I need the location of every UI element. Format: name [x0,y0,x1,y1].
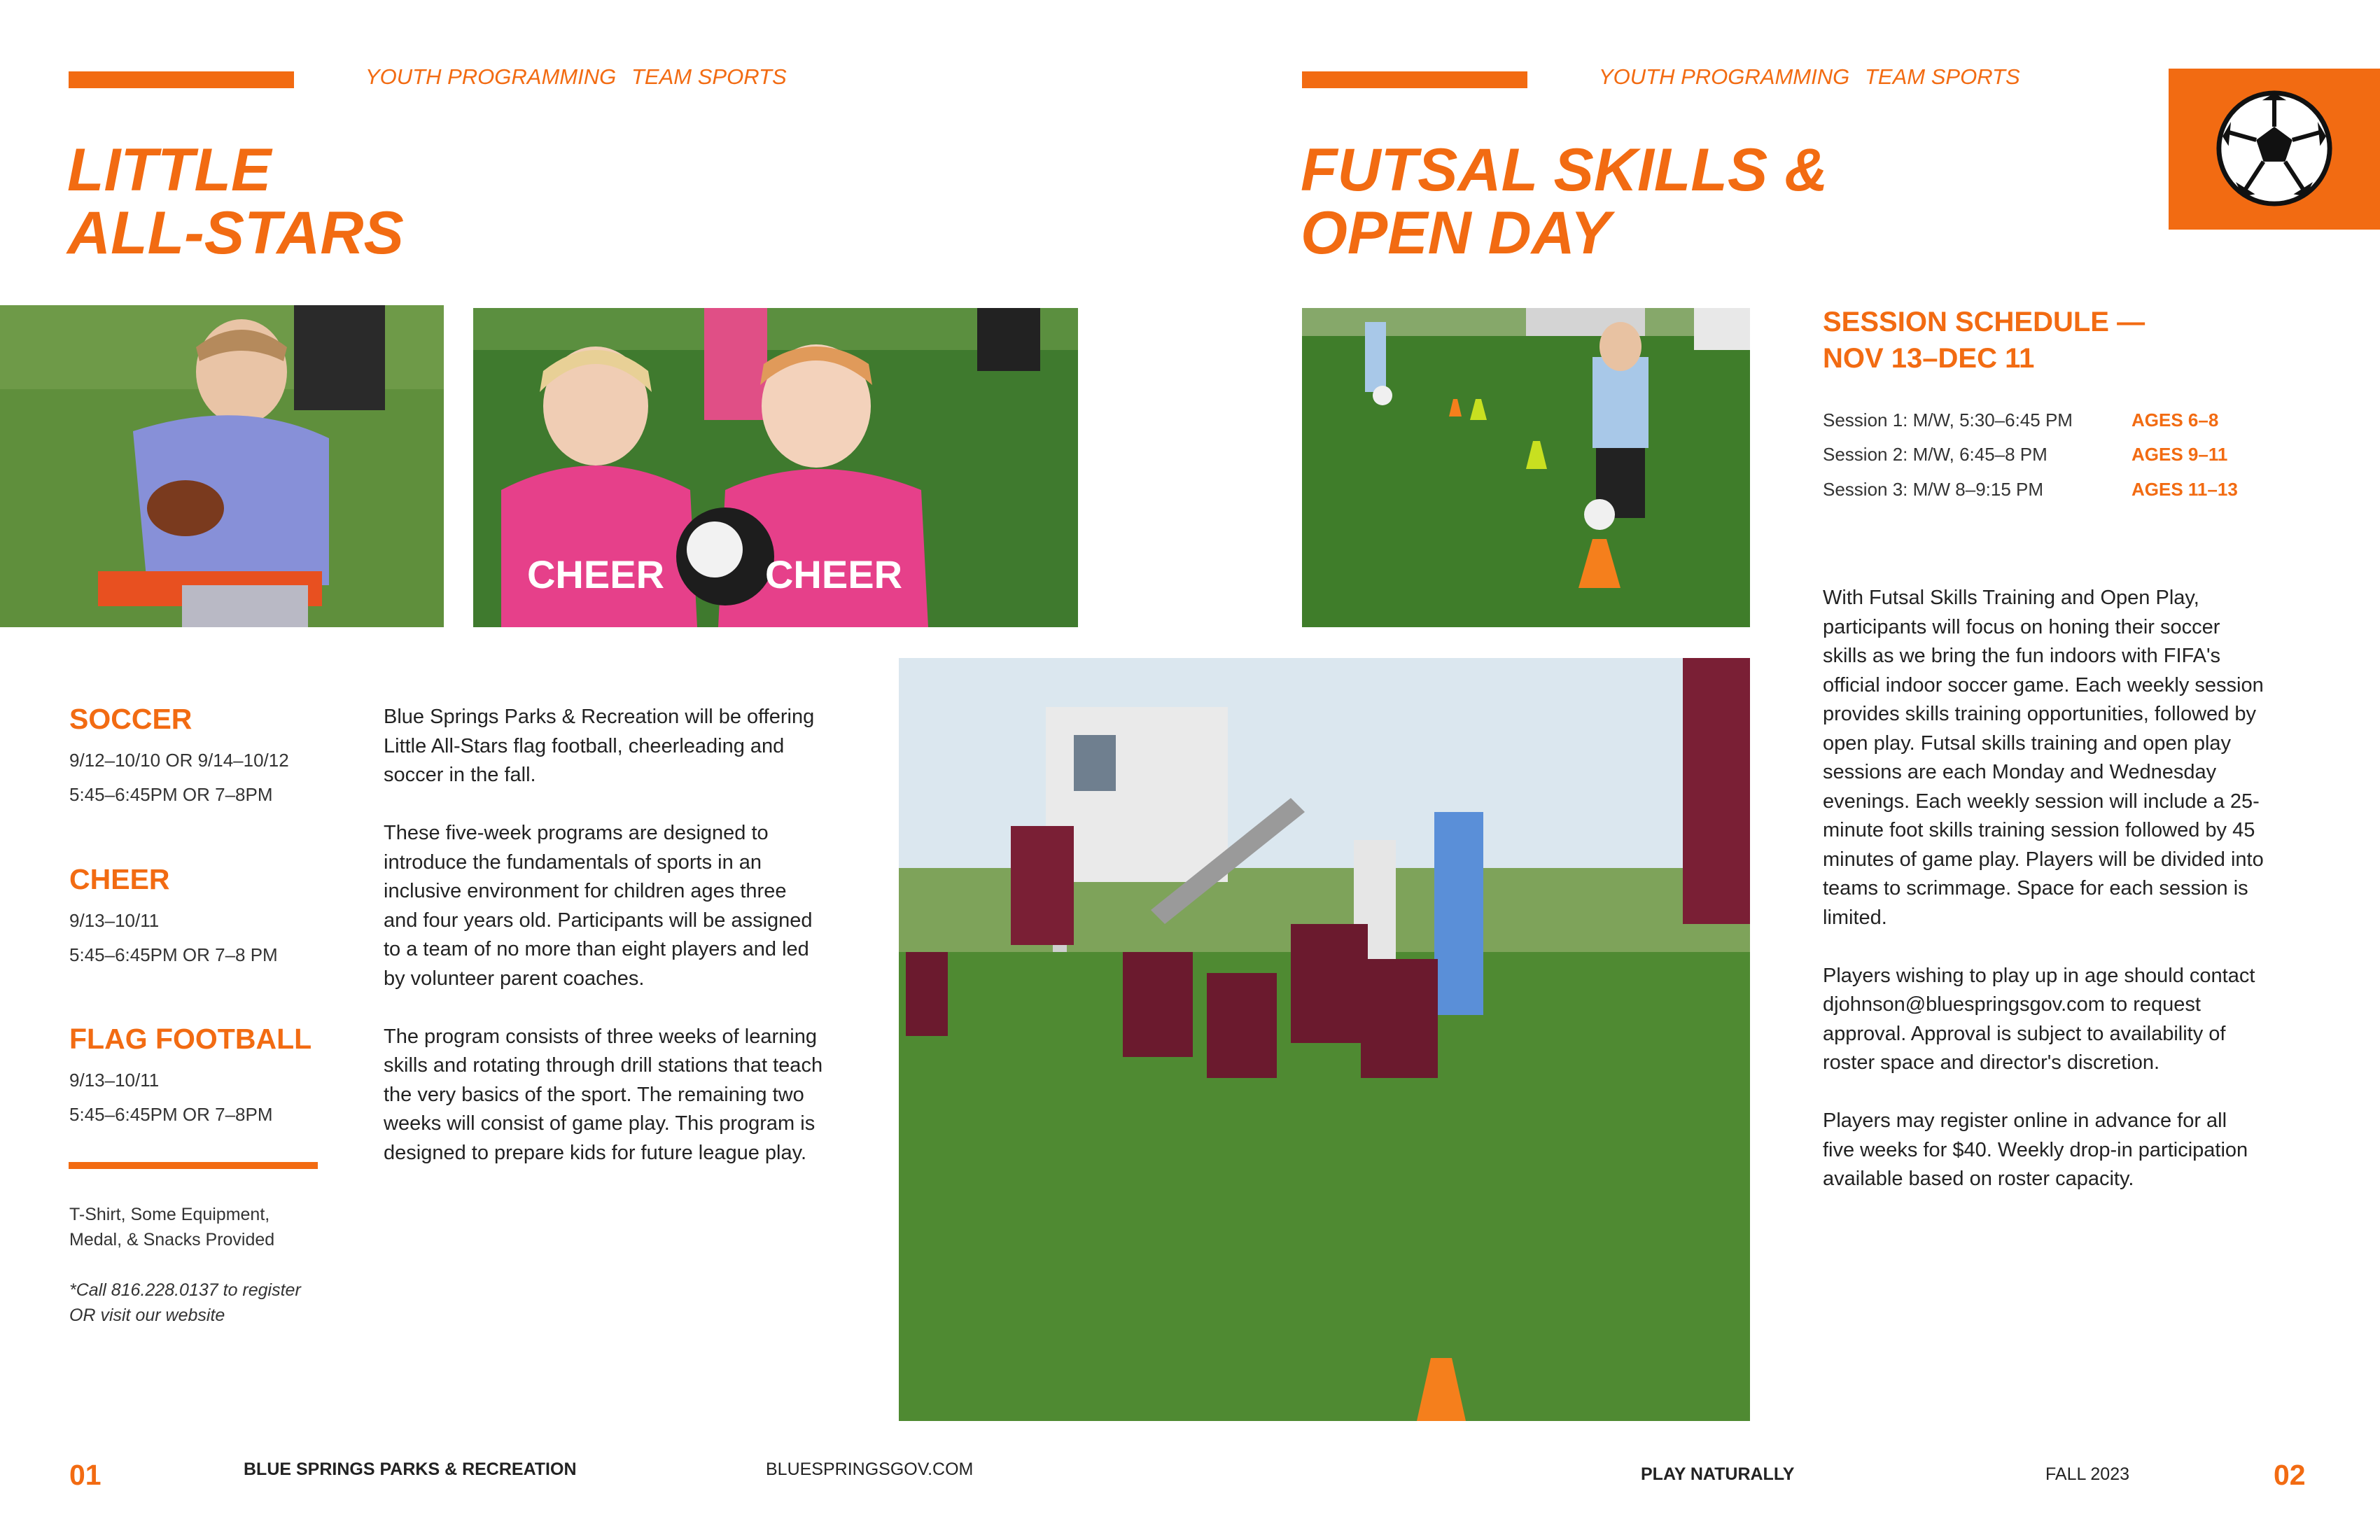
flag-football-times: 5:45–6:45PM OR 7–8PM [69,1104,273,1125]
soccer-icon-box [2169,69,2380,230]
soccer-ball-icon [2214,88,2334,209]
sidebar-divider [69,1162,318,1169]
photo-flag-football-boy [0,305,444,627]
session-1-label: Session 1: M/W, 5:30–6:45 PM [1823,410,2073,430]
sport-heading-soccer: SOCCER [69,703,192,735]
svg-text:CHEER: CHEER [526,552,665,596]
title-line-2: OPEN DAY [1301,200,1611,267]
soccer-times: 5:45–6:45PM OR 7–8PM [69,784,273,805]
cheer-dates: 9/13–10/11 [69,910,160,931]
footer-website: BLUESPRINGSGOV.COM [766,1460,974,1479]
footer-org-name: BLUE SPRINGS PARKS & RECREATION [244,1460,577,1479]
kicker-youth-programming-left: YOUTH PROGRAMMING [365,64,617,89]
futsal-paragraph-2: Players wishing to play up in age should contact djohnson@bluespringsgov.com to request approval. Approval is subject to availability of roster space and director's discretion. [1823,964,2255,1074]
photo-futsal-drill [1302,308,1750,627]
provided-line-2: Medal, & Snacks Provided [69,1230,275,1250]
header-rule-right [1302,71,1527,88]
kicker-team-sports-right: TEAM SPORTS [1865,64,2020,89]
cheer-times: 5:45–6:45PM OR 7–8 PM [69,944,278,965]
page-number-right: 02 [2274,1459,2306,1491]
kicker-youth-programming-right: YOUTH PROGRAMMING [1599,64,1850,89]
register-line-2: OR visit our website [69,1306,225,1325]
footer-season: FALL 2023 [2045,1464,2130,1484]
session-2-label: Session 2: M/W, 6:45–8 PM [1823,444,2047,465]
schedule-title-line-2: NOV 13–DEC 11 [1823,343,2035,374]
page-number-left: 01 [69,1459,102,1491]
title-line-2: ALL-STARS [67,200,404,267]
description-paragraph-2: These five-week programs are designed to introduce the fundamentals of sports in an inclusive environment for children ages three and four years old. Participants will be assigned to a team of no more than eight players and led by volunteer parent coaches. [384,822,813,990]
session-2-ages: AGES 9–11 [2132,444,2228,465]
provided-line-1: T-Shirt, Some Equipment, [69,1205,270,1224]
page-title-little-all-stars [67,136,404,267]
footer-slogan: PLAY NATURALLY [1641,1464,1795,1484]
photo-kids-running-field [899,658,1750,1421]
page-title-futsal-skills [1301,136,1828,267]
session-1-ages: AGES 6–8 [2132,410,2219,430]
title-line-1: FUTSAL SKILLS & [1301,136,1828,204]
description-paragraph-3: The program consists of three weeks of learning skills and rotating through drill stations that teach the very basics of the sport. The remaining two weeks will consist of game play. This program is designed to prepare kids for future league play. [384,1025,823,1164]
svg-text:CHEER: CHEER [764,552,903,596]
schedule-title-line-1: SESSION SCHEDULE — [1823,307,2146,337]
description-paragraph-1: Blue Springs Parks & Recreation will be offering Little All-Stars flag football, cheerleading and soccer in the fall. [384,706,815,786]
session-3-label: Session 3: M/W 8–9:15 PM [1823,479,2044,500]
flag-football-dates: 9/13–10/11 [69,1070,160,1091]
photo-cheer-girls [473,308,1078,627]
futsal-description [1823,584,2264,1223]
kicker-team-sports-left: TEAM SPORTS [631,64,787,89]
little-all-stars-description [384,703,825,1197]
futsal-paragraph-1: With Futsal Skills Training and Open Play, participants will focus on honing their soccer skills as we bring the fun indoors with FIFA's official indoor soccer game. Each weekly session provides skills training opportunities, followed by open play. Futsal skills training and open play sessions are each Monday and Wednesday evenings. Each weekly session will include a 25-minute foot skills training session followed by 45 minutes of game play. Players will be divided into teams to scrimmage. Space for each session is limited. [1823,587,2264,929]
sport-heading-cheer: CHEER [69,863,170,895]
futsal-paragraph-3: Players may register online in advance for all five weeks for $40. Weekly drop-in participation available based on roster capacity. [1823,1110,2248,1190]
soccer-dates: 9/12–10/10 OR 9/14–10/12 [69,750,289,771]
header-rule-left [69,71,294,88]
title-line-1: LITTLE [67,136,272,204]
register-line-1: *Call 816.228.0137 to register [69,1280,301,1300]
sport-heading-flag-football: FLAG FOOTBALL [69,1023,312,1055]
session-3-ages: AGES 11–13 [2132,479,2238,500]
